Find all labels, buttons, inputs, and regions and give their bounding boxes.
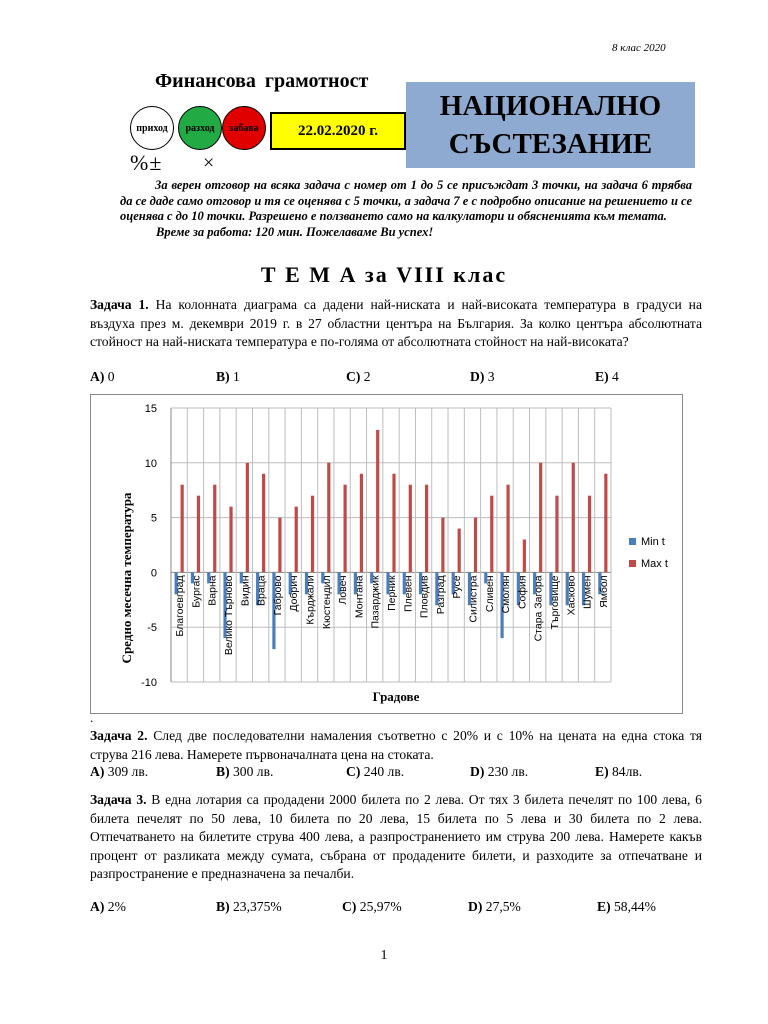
legend-swatch xyxy=(629,560,636,567)
y-tick-label: -10 xyxy=(141,677,157,689)
stray-dot: . xyxy=(90,710,94,725)
category-label: Ловеч xyxy=(337,575,350,605)
max-bar xyxy=(213,485,216,573)
max-bar xyxy=(229,507,232,573)
task2-answer-b[interactable]: B) 300 лв. xyxy=(216,764,274,779)
category-label: Търговище xyxy=(548,575,561,630)
percent-plusminus-symbols: %± xyxy=(130,150,163,175)
category-label: Хасково xyxy=(565,575,578,616)
category-label: Варна xyxy=(206,575,219,606)
task2-answer-e[interactable]: E) 84лв. xyxy=(595,764,643,779)
income-circle xyxy=(130,106,174,150)
category-label: Кърджали xyxy=(304,575,317,625)
max-bar xyxy=(311,496,314,573)
task1-answers xyxy=(90,369,702,387)
task1-text: На колонната диаграма са дадени най-ниската и най-високата температура в градуси на въздуха през м. декември 2019 г. в 27 областни центъра на България. За колко центъра абсолютната стойност на най-ниската температура е по-голяма от абсолютната стойност на най-високата? xyxy=(90,297,702,350)
category-label: Русе xyxy=(451,575,464,599)
max-bar xyxy=(572,463,575,573)
competition-line2: СЪСТЕЗАНИЕ xyxy=(448,128,653,160)
max-bar xyxy=(392,474,395,573)
date-box xyxy=(270,112,406,150)
max-bar xyxy=(262,474,265,573)
task3-answers xyxy=(90,899,702,917)
max-bar xyxy=(327,463,330,573)
category-label: Сливен xyxy=(483,575,496,613)
fun-circle xyxy=(222,106,266,150)
category-label: Плевен xyxy=(402,575,415,613)
task3-answer-d[interactable]: D) 27,5% xyxy=(468,899,521,914)
chart-x-label: Градове xyxy=(372,689,420,704)
category-label: Шумен xyxy=(581,575,594,610)
max-bar xyxy=(441,518,444,573)
task3-answer-b[interactable]: B) 23,375% xyxy=(216,899,282,914)
y-tick-label: 10 xyxy=(144,457,157,470)
y-tick-label: 5 xyxy=(150,512,157,525)
category-label: Благоевград xyxy=(174,575,187,637)
date-label: 22.02.2020 г. xyxy=(297,122,379,139)
task2-answers xyxy=(90,764,702,782)
task3-answer-e[interactable]: E) 58,44% xyxy=(597,899,656,914)
competition-banner xyxy=(406,82,695,168)
category-label: Кюстендил xyxy=(320,575,333,630)
category-label: Враца xyxy=(255,575,268,606)
y-tick-label: 15 xyxy=(144,403,157,415)
task2-text: След две последователни намаления съответно с 20% и с 10% на цената на една стока тя струва 216 лева. Намерете първоначалната цена на стоката. xyxy=(90,728,702,762)
task2-label: Задача 2. xyxy=(90,728,148,743)
max-bar xyxy=(376,430,379,572)
max-bar xyxy=(181,485,184,573)
category-label: Видин xyxy=(239,575,252,607)
task1-answer-e[interactable]: E) 4 xyxy=(595,369,619,384)
task1-answer-a[interactable]: A) 0 xyxy=(90,369,115,384)
competition-line1: НАЦИОНАЛНО xyxy=(439,90,662,122)
grade-year: 8 клас 2020 xyxy=(612,42,666,54)
time-allowed: Време за работа: 120 мин. Пожелаваме Ви успех! xyxy=(156,224,434,239)
temperature-chart xyxy=(90,394,683,714)
max-bar xyxy=(425,485,428,573)
max-bar xyxy=(474,518,477,573)
category-label: Пловдив xyxy=(418,575,431,619)
max-bar xyxy=(555,496,558,573)
category-label: Силистра xyxy=(467,575,480,623)
max-bar xyxy=(506,485,509,573)
max-bar xyxy=(246,463,249,573)
legend-swatch xyxy=(629,538,636,545)
max-bar xyxy=(604,474,607,573)
category-label: Стара Загора xyxy=(532,575,545,642)
max-bar xyxy=(197,496,200,573)
task2 xyxy=(90,727,702,764)
page-title: Финансова грамотност xyxy=(155,70,369,92)
task1-label: Задача 1. xyxy=(90,297,149,312)
task1-answer-c[interactable]: C) 2 xyxy=(346,369,371,384)
instructions-text: За верен отговор на всяка задача с номер от 1 до 5 се присъждат 3 точки, на задача 6 трябва да се даде само отговор и тя се оценява с 5 точки, а задача 7 е с подробно описание на решението и се оценява с до 10 точки. Разрешено е ползването само на калкулатори и обясненията към темата. xyxy=(120,178,692,224)
task3-answer-c[interactable]: C) 25,97% xyxy=(342,899,402,914)
task3-answer-a[interactable]: A) 2% xyxy=(90,899,126,914)
max-bar xyxy=(539,463,542,573)
category-label: Бургас xyxy=(190,575,203,608)
max-bar xyxy=(490,496,493,573)
max-bar xyxy=(409,485,412,573)
expense-circle xyxy=(178,106,222,150)
category-label: Перник xyxy=(386,575,398,611)
y-tick-label: 0 xyxy=(150,567,157,580)
topic-heading: Т Е М А за VIII клас xyxy=(260,262,508,287)
category-label: Габрово xyxy=(271,575,284,616)
max-bar xyxy=(278,518,281,573)
category-label: Разград xyxy=(434,575,447,615)
times-symbol: × xyxy=(203,152,215,174)
category-label: София xyxy=(516,575,529,610)
task1 xyxy=(90,296,702,352)
y-tick-label: -5 xyxy=(147,622,157,635)
legend-label: Min t xyxy=(641,536,665,548)
task2-answer-d[interactable]: D) 230 лв. xyxy=(470,764,529,779)
category-label: Пазарджик xyxy=(369,575,382,629)
task3 xyxy=(90,791,702,884)
instructions xyxy=(120,178,692,240)
max-bar xyxy=(458,529,461,573)
chart-y-label: Средно месечна температура xyxy=(119,492,134,664)
task2-answer-c[interactable]: C) 240 лв. xyxy=(346,764,405,779)
max-bar xyxy=(360,474,363,573)
category-label: Монтана xyxy=(353,575,366,619)
task1-answer-d[interactable]: D) 3 xyxy=(470,369,495,384)
max-bar xyxy=(344,485,347,573)
income-label: приход xyxy=(136,122,168,134)
category-label: Велико Търново xyxy=(223,575,236,656)
task3-label: Задача 3. xyxy=(90,792,147,807)
category-label: Добрич xyxy=(288,575,301,612)
chart-svg xyxy=(91,395,682,713)
task3-text: В една лотария са продадени 2000 билета по 2 лева. От тях 3 билета печелят по 100 лева, 6 билета печелят по 50 лева, 10 билета по 20 лева, 15 билета по 5 лева и 30 билета по 2 лева. Отпечатването на билетите струва 400 лева, а разпространението им струва 200 лева. Намерете какъв процент от разликата между сумата, събрана от продадените билети, и разходите за отпечатване и разпространение е предназначена за печалби. xyxy=(90,792,702,882)
legend-label: Max t xyxy=(641,558,668,570)
max-bar xyxy=(523,540,526,573)
page-number: 1 xyxy=(380,948,388,963)
category-label: Смолян xyxy=(500,575,513,614)
max-bar xyxy=(295,507,298,573)
category-label: Ямбол xyxy=(597,575,610,608)
task1-answer-b[interactable]: B) 1 xyxy=(216,369,240,384)
task2-answer-a[interactable]: A) 309 лв. xyxy=(90,764,149,779)
expense-label: разход xyxy=(185,122,215,134)
fun-label: забава xyxy=(229,122,259,134)
max-bar xyxy=(588,496,591,573)
